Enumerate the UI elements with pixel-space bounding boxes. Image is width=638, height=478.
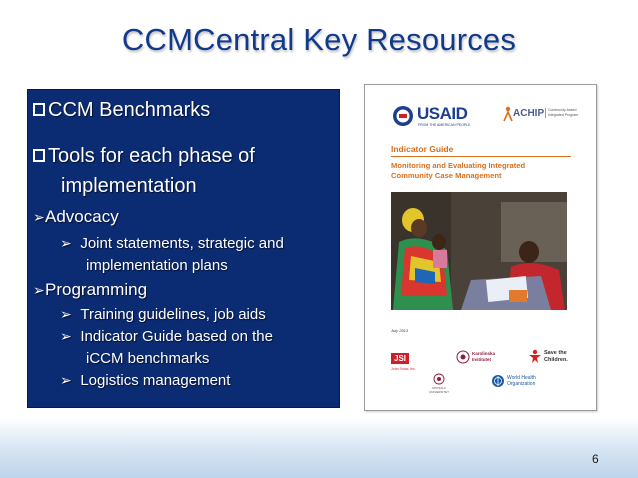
programming-item: ➢ Training guidelines, job aids bbox=[60, 306, 266, 323]
bullet-panel bbox=[27, 89, 340, 408]
arrow-bullet-icon: ➢ bbox=[60, 372, 72, 388]
bullet-benchmarks: CCM Benchmarks bbox=[33, 99, 210, 122]
advocacy-item-continuation: implementation plans bbox=[86, 257, 228, 274]
health-worker-photo-icon bbox=[391, 192, 567, 310]
document-subtitle: Monitoring and Evaluating Integrated Community Case Management bbox=[391, 161, 526, 180]
jsi-logo: JSI John Snow, Inc. bbox=[391, 354, 416, 371]
arrow-bullet-icon: ➢ bbox=[33, 282, 45, 298]
arrow-bullet-icon: ➢ bbox=[60, 235, 72, 251]
checkbox-square-icon bbox=[33, 103, 45, 116]
achip-tagline: Community-based Integrated Program bbox=[545, 108, 578, 118]
arrow-bullet-icon: ➢ bbox=[60, 328, 72, 344]
who-emblem-icon bbox=[491, 374, 505, 388]
checkbox-square-icon bbox=[33, 149, 45, 162]
bullet-tools: Tools for each phase of bbox=[33, 145, 255, 168]
who-logo-text: World Health Organization bbox=[507, 375, 536, 387]
slide-title: CCMCentral Key Resources bbox=[121, 22, 517, 57]
indicator-guide-cover bbox=[364, 84, 597, 411]
achip-logo-text: ACHIP bbox=[513, 108, 545, 119]
programming-item: ➢ Indicator Guide based on the bbox=[60, 328, 273, 345]
cover-photo bbox=[391, 192, 567, 310]
programming-item: ➢ Logistics management bbox=[60, 372, 231, 389]
bottom-gradient-band bbox=[0, 418, 638, 478]
document-header: Indicator Guide bbox=[391, 144, 454, 154]
bullet-advocacy: ➢Advocacy bbox=[33, 207, 119, 226]
karolinska-seal-icon bbox=[456, 350, 470, 364]
programming-item-continuation: iCCM benchmarks bbox=[86, 350, 210, 367]
advocacy-item: ➢ Joint statements, strategic and bbox=[60, 235, 284, 252]
save-the-children-icon bbox=[528, 349, 542, 363]
usaid-tagline: FROM THE AMERICAN PEOPLE bbox=[418, 123, 471, 127]
bullet-tools-continuation: implementation bbox=[61, 175, 197, 197]
document-date: July 2013 bbox=[391, 328, 409, 333]
uppsala-seal-icon bbox=[433, 373, 445, 385]
document-header-rule bbox=[391, 156, 571, 157]
page-number: 6 bbox=[592, 452, 599, 466]
karolinska-logo-text: Karolinska Institutet bbox=[472, 351, 496, 362]
usaid-seal-icon bbox=[392, 105, 414, 127]
bullet-programming: ➢Programming bbox=[33, 280, 148, 299]
arrow-bullet-icon: ➢ bbox=[33, 209, 45, 225]
arrow-bullet-icon: ➢ bbox=[60, 306, 72, 322]
usaid-logo-text: USAID bbox=[417, 104, 468, 123]
save-the-children-text: Save the Children. bbox=[544, 350, 568, 363]
uppsala-logo-text: UPPSALA UNIVERSITET bbox=[429, 386, 449, 394]
